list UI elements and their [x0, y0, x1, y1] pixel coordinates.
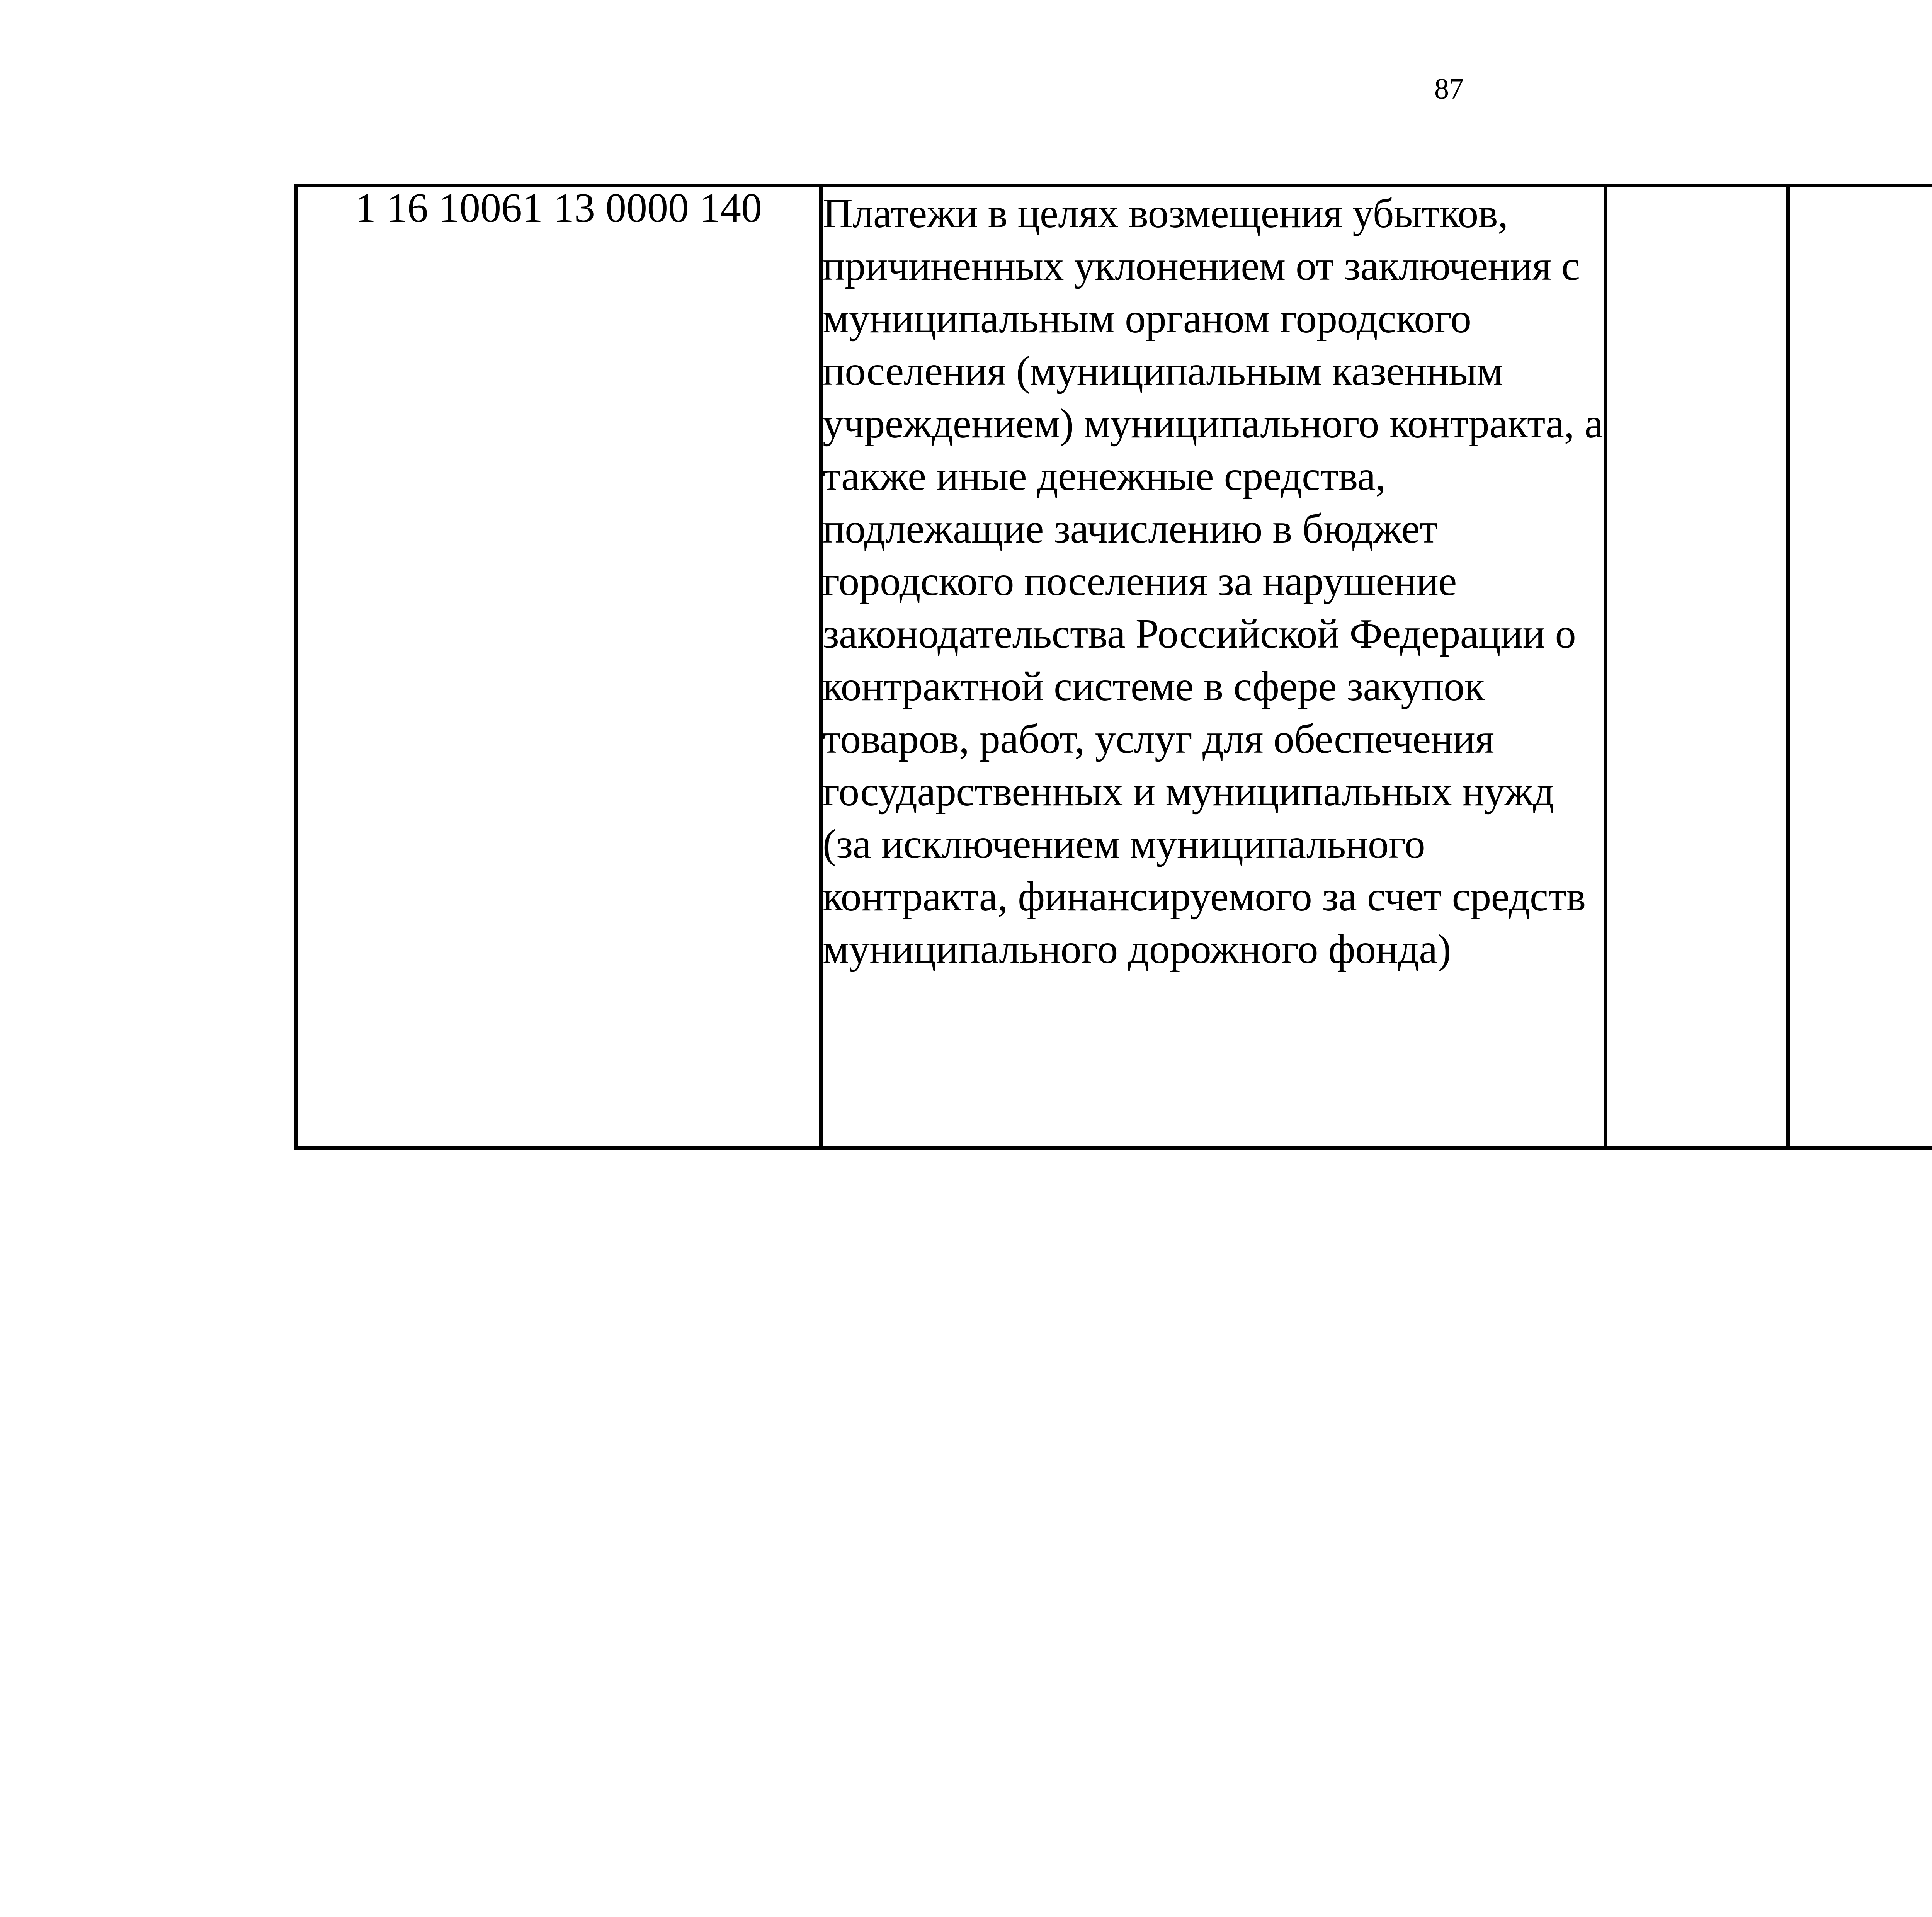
- page-number: 87: [1434, 73, 1464, 105]
- budget-table: [294, 184, 1932, 1150]
- revenue-code-cell: 1 16 10061 13 0000 140: [296, 186, 821, 1148]
- revenue-description-cell: Платежи в целях возмещения убытков, причиненных уклонением от заключения с муниципальным органом городского поселения (муниципальным казенным учреждением) муниципального контракта, а также иные денежные средства, подлежащие зачислению в бюджет городского поселения за нарушение законодательства Российской Федерации о контрактной системе в сфере закупок товаров, работ, услуг для обеспечения государственных и муниципальных нужд (за исключением муниципального контракта, финансируемого за счет средств муниципального дорожного фонда): [821, 186, 1605, 1148]
- table-row: [296, 186, 1932, 1148]
- empty-cell: [1788, 186, 1932, 1148]
- empty-cell: [1605, 186, 1788, 1148]
